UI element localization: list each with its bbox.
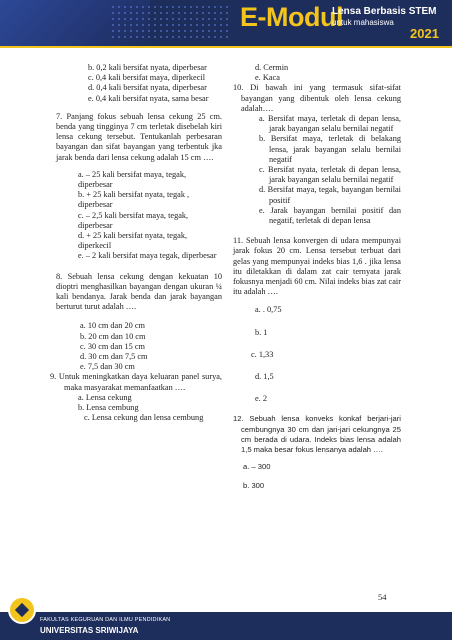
q7-option-b: b. + 25 kali bersifat nyata, tegak , diperbesar — [78, 190, 190, 210]
question-10: 10. Di bawah ini yang termasuk sifat-sifat bayangan yang dibentuk oleh lensa cekung adalah…. — [233, 83, 401, 113]
q11-option-d: d. 1,5 — [255, 372, 274, 382]
module-title: E-Modul — [240, 2, 343, 32]
header-dot-pattern — [110, 4, 230, 42]
module-subtitle: Lensa Berbasis STEM — [332, 6, 437, 17]
q8-option-d: d. 30 cm dan 7,5 cm — [80, 352, 148, 362]
q7-option-a: a. – 25 kali bersifat maya, tegak, diperbesar — [78, 169, 187, 190]
university-name: UNIVERSITAS SRIWIJAYA — [40, 626, 139, 635]
header-divider — [0, 46, 452, 48]
q6-option-b: b. 0,2 kali bersifat nyata, diperbesar — [88, 63, 207, 72]
q10-option-a: a. Bersifat maya, terletak di depan lensa, jarak bayangan selalu bernilai negatif — [259, 114, 401, 134]
university-logo-icon — [8, 596, 36, 624]
q12-option-b: b. 300 — [243, 480, 265, 490]
q8-option-e: e. 7,5 dan 30 cm — [80, 362, 135, 372]
q9-option-e: e. Kaca — [255, 73, 280, 83]
module-year: 2021 — [410, 26, 439, 41]
q6-option-e: e. 0,4 kali bersifat nyata, sama besar — [88, 93, 209, 103]
right-column — [233, 63, 401, 491]
left-column — [50, 63, 222, 424]
q12-option-a: a. – 300 — [243, 462, 271, 472]
q9-option-d: d. Cermin — [255, 63, 289, 72]
q9-option-a: a. Lensa cekung — [78, 392, 132, 402]
q7-option-e: e. – 2 kali bersifat maya tegak, diperbesar — [78, 251, 217, 261]
q8-option-b: b. 20 cm dan 10 cm — [80, 331, 146, 341]
logo-emblem — [15, 603, 29, 617]
q8-option-c: c. 30 cm dan 15 cm — [80, 341, 145, 351]
q7-option-c: c. – 2,5 kali bersifat maya, tegak, diperbesar — [78, 210, 189, 230]
q7-option-d: d. + 25 kali bersifat nyata, tegak, diperkecil — [78, 231, 188, 251]
question-12: 12. Sebuah lensa konveks konkaf berjari-jari cembungnya 30 cm dan jari-jari cekungnya 25 cm berada di udara. Indeks bias lensa adalah 1,5 maka besar fokus lensanya adalah …. — [233, 414, 401, 455]
q11-option-b: b. 1 — [255, 327, 268, 337]
question-8: 8. Sebuah lensa cekung dengan kekuatan 10 dioptri menghasilkan bayangan dengan ukuran ¼ kali bendanya. Jarak benda dan jarak bayangan berturut turut adalah …. — [56, 271, 222, 312]
q9-option-b: b. Lensa cembung — [78, 403, 139, 413]
page-number: 54 — [378, 592, 387, 602]
q10-option-d: d. Bersifat maya, tegak, bayangan bernilai positif — [259, 185, 401, 205]
q9-option-c: c. Lensa cekung dan lensa cembung — [84, 413, 204, 423]
q11-option-e: e. 2 — [255, 394, 267, 404]
q11-option-c: c. 1,33 — [251, 349, 274, 359]
q11-option-a: a. . 0,75 — [255, 305, 282, 315]
header-banner — [0, 0, 452, 46]
question-9: 9. Untuk meningkatkan daya keluaran panel surya, maka masyarakat memanfaatkan …. — [50, 372, 222, 392]
q10-option-e: e. Jarak bayangan bernilai positif dan negatif, terletak di depan lensa — [259, 205, 401, 226]
question-7: 7. Panjang fokus sebuah lensa cekung 25 cm. benda yang tingginya 7 cm terletak disebelah kiri lensa cekung tersebut. Tentukanlah perbesaran bayangan dan sifat bayangan yang terbentuk jka jarak benda dari lensa cekung adalah 15 cm …. — [56, 111, 222, 162]
q10-option-c: c. Bersifat nyata, terletak di depan lensa, jarak bayangan selalu bernilai negatif — [259, 165, 401, 185]
question-11: 11. Sebuah lensa konvergen di udara mempunyai jarak fokus 20 cm. Lensa tersebut terbuat dari gelas yang mempunyai indeks bias 1,6 . jika lensa itu diletakkan di dalam zat cair ternyata jarak fokusnya menjadi 60 cm. Nilai indeks bias zat cair itu adalah …. — [233, 236, 401, 297]
module-tagline: untuk mahasiswa — [332, 18, 394, 27]
q10-option-b: b. Bersifat maya, terletak di belakang lensa, jarak bayangan selalu bernilai negatif — [259, 134, 401, 164]
q8-option-a: a. 10 cm dan 20 cm — [80, 321, 145, 331]
q6-option-c: c. 0,4 kali bersifat maya, diperkecil — [88, 73, 206, 83]
faculty-name: FAKULTAS KEGURUAN DAN ILMU PENDIDIKAN — [40, 617, 171, 623]
q6-option-d: d. 0,4 kali bersifat nyata, diperbesar — [88, 83, 207, 93]
